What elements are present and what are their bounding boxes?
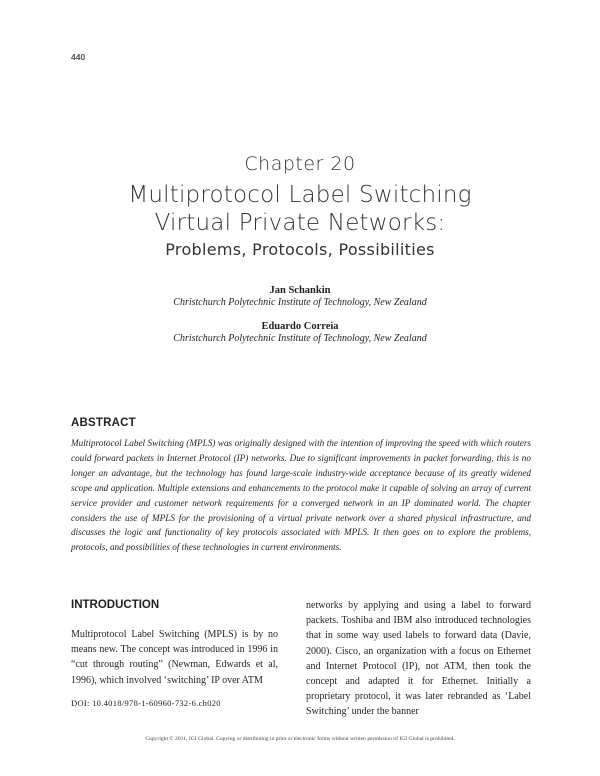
author-affiliation-1: Christchurch Polytechnic Institute of Technology, New Zealand bbox=[173, 297, 427, 308]
abstract-heading: ABSTRACT bbox=[71, 417, 136, 429]
author-name-2: Eduardo Correia bbox=[261, 321, 339, 332]
copyright-notice: Copyright © 2011, IGI Global. Copying or distributing in print or electronic forms without written permission of IGI Global is prohibited. bbox=[145, 736, 455, 742]
page-number: 440 bbox=[71, 52, 86, 62]
chapter-subtitle: Problems, Protocols, Possibilities bbox=[165, 240, 435, 259]
author-affiliation-2: Christchurch Polytechnic Institute of Technology, New Zealand bbox=[173, 333, 427, 344]
title-line-2: Virtual Private Networks: bbox=[154, 210, 446, 236]
chapter-label: Chapter 20 bbox=[244, 153, 356, 175]
introduction-column-1: Multiprotocol Label Switching (MPLS) is by no means new. The concept was introduced in 1996 in “cut through routing” (Newman, Edwards et al, 1996), which involved ‘switching’ IP over ATM bbox=[71, 629, 278, 686]
abstract-text: Multiprotocol Label Switching (MPLS) was originally designed with the intention of improving the speed with which routers could forward packets in Internet Protocol (IP) networks. Due to significant improvements in packet forwarding, this is no longer an advantage, but the technology has found large-scale industry-wide acceptance because of its greatly widened scope and application. Multiple extensions and enhancements to the protocol make it capable of solving an array of current service provider and customer network requirements for a converged network in an IP dominated world. The chapter considers the use of MPLS for the provisioning of a virtual private network over a shared physical infrastructure, and discusses the logic and functionality of key protocols associated with MPLS. It then goes on to explore the problems, protocols, and possibilities of these technologies in current environments. bbox=[71, 438, 531, 553]
introduction-column-2: networks by applying and using a label to forward packets. Toshiba and IBM also introduced technologies that in some way used labels to forward data (Davie, 2000). Cisco, an organization with a focus on Ethernet and Internet Protocol (IP), not ATM, then took the concept and adapted it for Ethernet. Initially a proprietary protocol, it was later rebranded as ‘Label Switching’ under the banner bbox=[306, 600, 531, 718]
author-name-1: Jan Schankin bbox=[269, 285, 331, 296]
doi: DOI: 10.4018/978-1-60960-732-6.ch020 bbox=[71, 698, 221, 708]
title-line-1: Multiprotocol Label Switching bbox=[128, 182, 472, 208]
introduction-heading: INTRODUCTION bbox=[71, 599, 160, 611]
